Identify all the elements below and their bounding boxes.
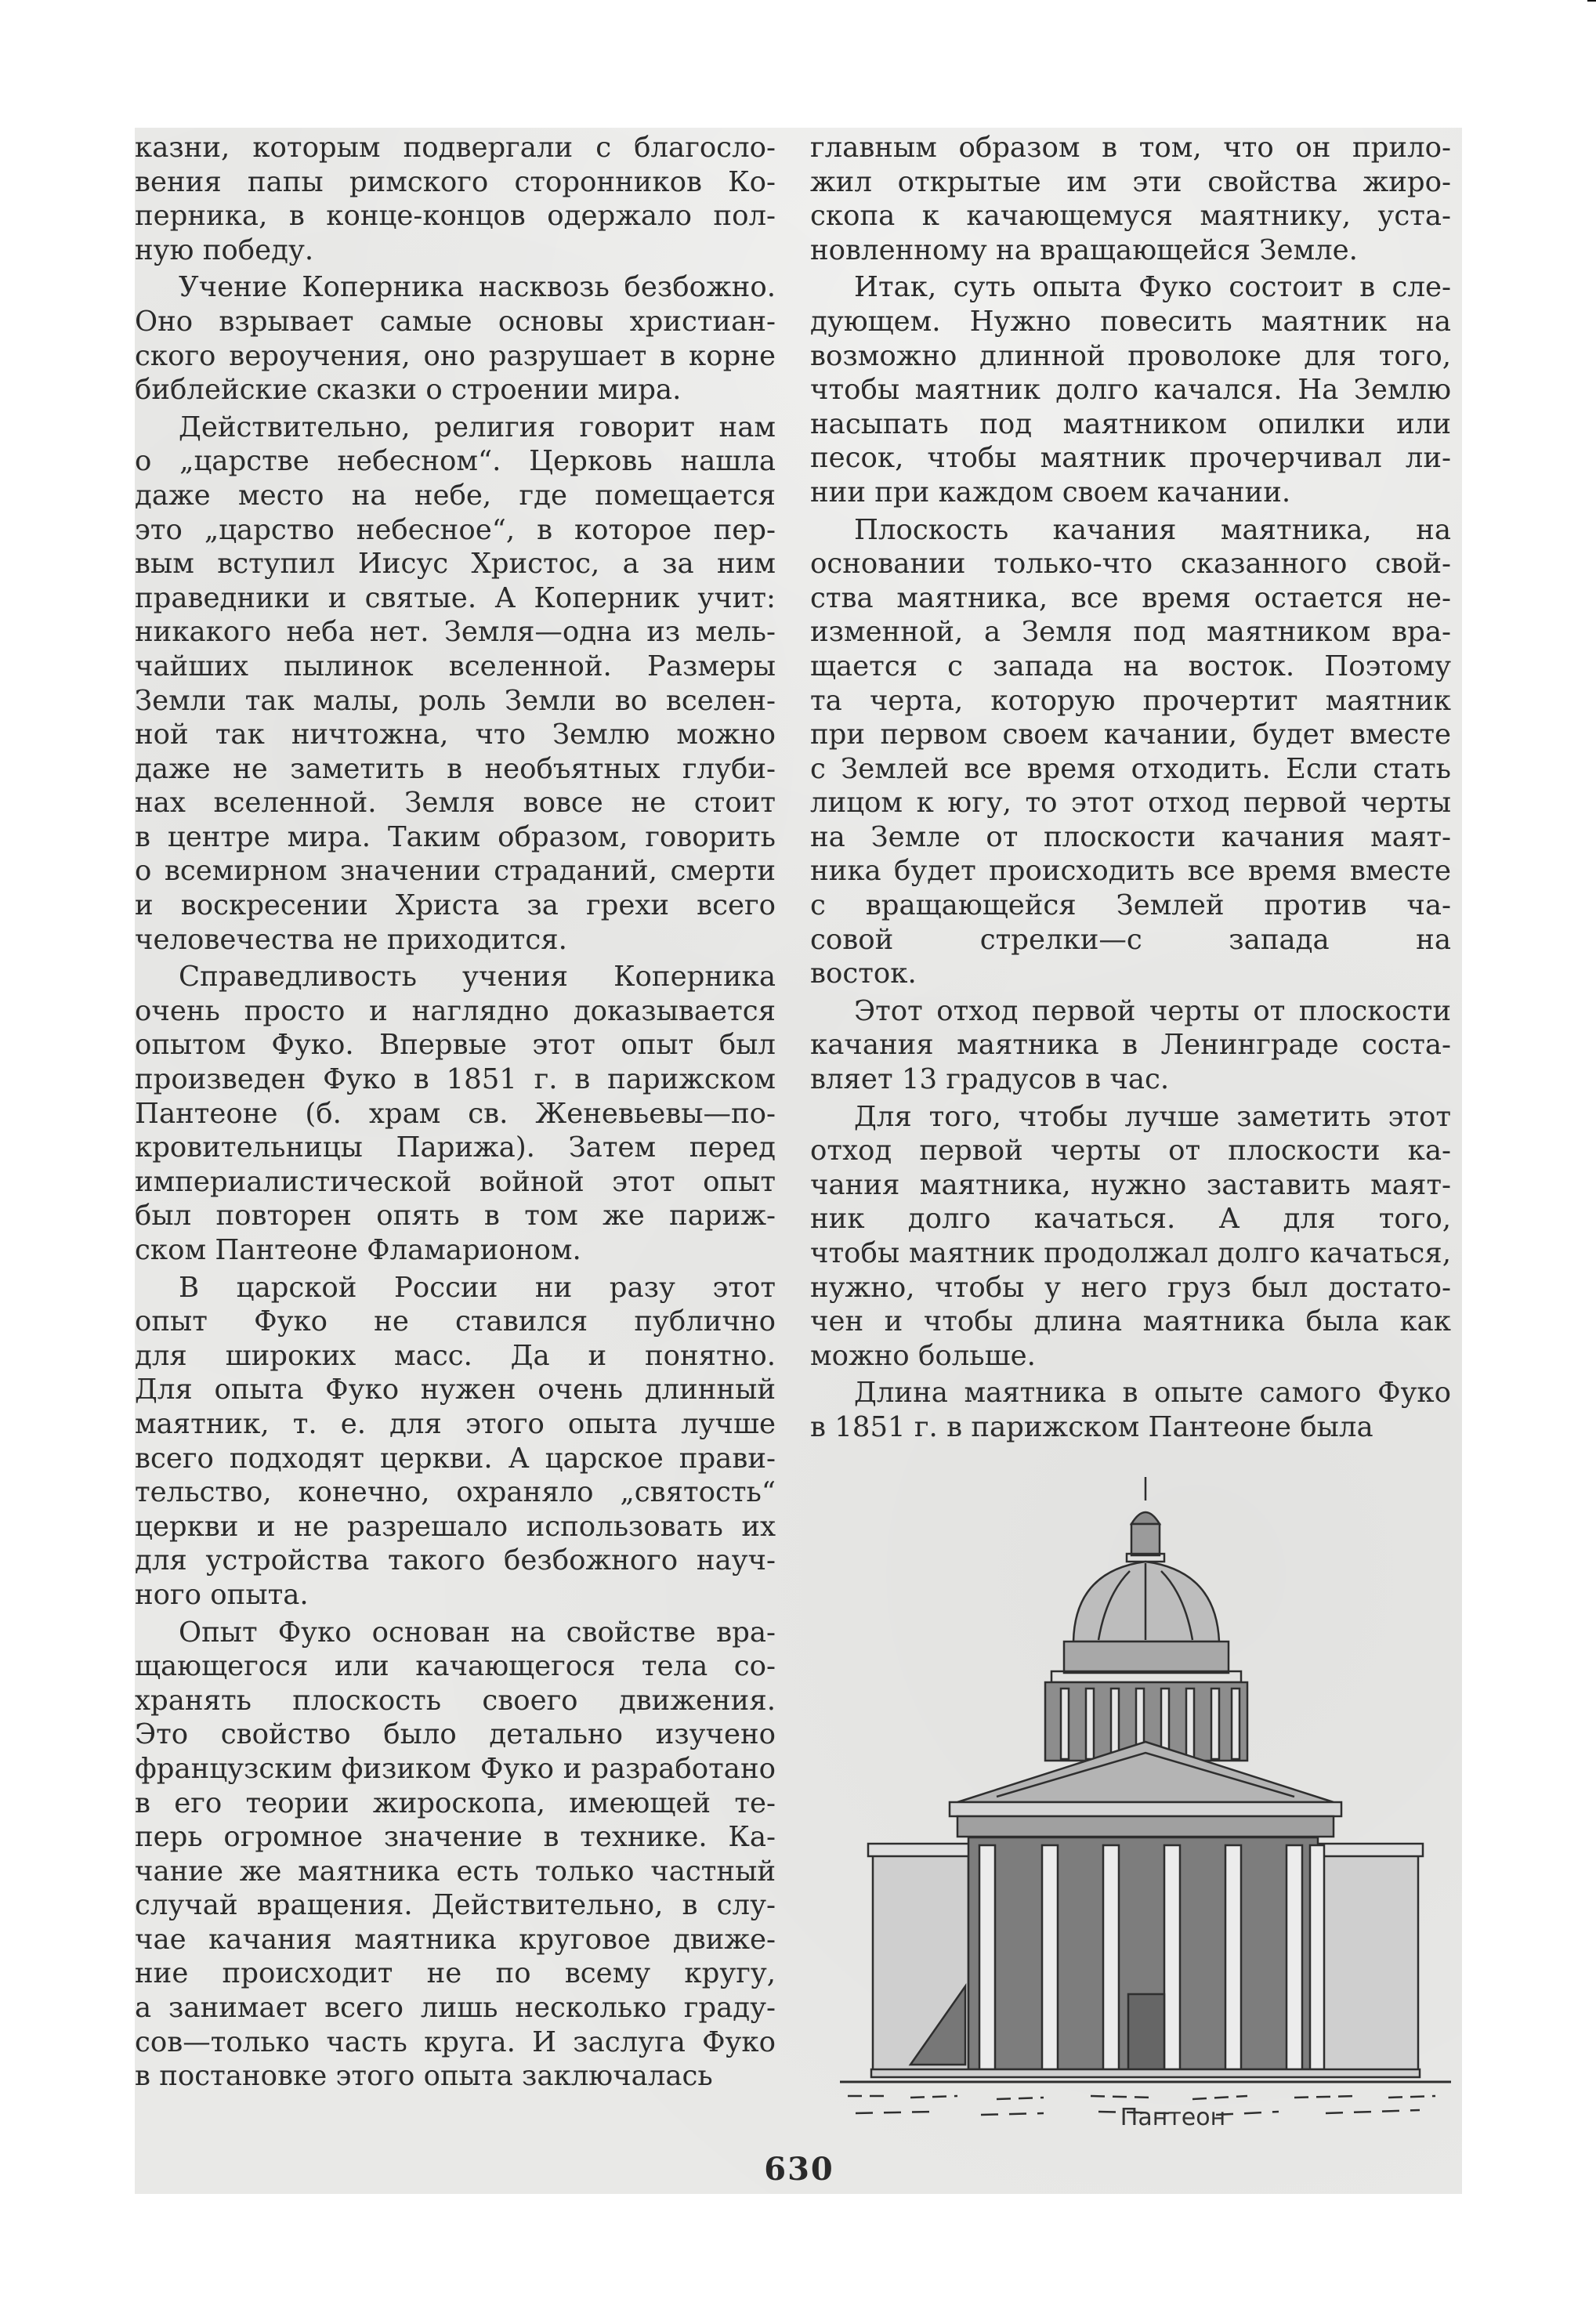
text-line: песок, чтобы маятник прочерчивал ли- bbox=[810, 442, 1451, 475]
scanned-book-page bbox=[135, 128, 1462, 2194]
text-line: вым вступил Иисус Христос, а за ним bbox=[135, 548, 776, 581]
paragraph bbox=[135, 411, 776, 957]
text-line: с Землей все время отходить. Если стать bbox=[810, 752, 1451, 785]
text-line: восток. bbox=[810, 957, 917, 990]
text-line: Оно взрывает самые основы христиан- bbox=[135, 305, 776, 338]
text-line: ства маятника, все время остается не- bbox=[810, 581, 1451, 614]
text-line: можно больше. bbox=[810, 1339, 1036, 1372]
text-line: вения папы римского сторонников Ко- bbox=[135, 165, 776, 198]
text-line: Для опыта Фуко нужен очень длинный bbox=[135, 1374, 776, 1406]
text-line: опыт Фуко не ставился публично bbox=[135, 1305, 776, 1338]
text-line: был повторен опять в том же париж- bbox=[135, 1200, 776, 1233]
text-line: Пантеоне (б. храм св. Женевьевы—по- bbox=[135, 1097, 776, 1130]
text-line: нах вселенной. Земля вовсе не стоит bbox=[135, 787, 776, 820]
text-line: Учение Коперника насквозь безбожно. bbox=[179, 271, 776, 304]
text-line: чание же маятника есть только частный bbox=[135, 1855, 776, 1888]
text-line: жил открытые им эти свойства жиро- bbox=[810, 165, 1451, 198]
text-line: о „царстве небесном“. Церковь нашла bbox=[135, 445, 776, 478]
text-line: В царской России ни разу этот bbox=[179, 1271, 776, 1304]
text-line: Земли так малы, роль Земли во вселен- bbox=[135, 684, 776, 717]
text-line: французским физиком Фуко и разработано bbox=[135, 1752, 776, 1785]
scan-corner-mark bbox=[1587, 0, 1596, 2]
text-line: в постановке этого опыта заключалась bbox=[135, 2060, 713, 2093]
text-line: человечества не приходится. bbox=[135, 923, 567, 956]
pantheon-building-icon bbox=[840, 1446, 1451, 2119]
text-line: на Земле от плоскости качания маят- bbox=[810, 820, 1451, 853]
text-line: вляет 13 градусов в час. bbox=[810, 1063, 1170, 1096]
paragraph bbox=[810, 270, 1451, 509]
text-line: изменной, а Земля под маятником вра- bbox=[810, 616, 1451, 649]
text-line: о всемирном значении страданий, смерти bbox=[135, 855, 776, 888]
text-line: основании только-что сказанного свой- bbox=[810, 548, 1451, 581]
text-line: Для того, чтобы лучше заметить этот bbox=[854, 1100, 1451, 1133]
paragraph bbox=[810, 994, 1451, 1097]
text-line: перь огромное значение в технике. Ка- bbox=[135, 1821, 776, 1854]
text-line: качания маятника в Ленинграде соста- bbox=[810, 1029, 1451, 1062]
text-line: Этот отход первой черты от плоскости bbox=[854, 994, 1451, 1027]
pantheon-illustration bbox=[840, 1446, 1451, 2119]
paragraph bbox=[135, 131, 776, 267]
text-line: маятник, т. е. для этого опыта лучше bbox=[135, 1407, 776, 1440]
text-line: Плоскость качания маятника, на bbox=[854, 513, 1451, 546]
text-line: чтобы маятник долго качался. На Землю bbox=[810, 374, 1451, 407]
text-line: чания маятника, нужно заставить маят- bbox=[810, 1168, 1451, 1201]
text-line: нии при каждом своем качании. bbox=[810, 476, 1291, 509]
text-line: Итак, суть опыта Фуко состоит в сле- bbox=[854, 271, 1451, 304]
text-line: при первом своем качании, будет вместе bbox=[810, 719, 1451, 751]
text-line: ного опыта. bbox=[135, 1578, 309, 1611]
text-line: а занимает всего лишь несколько граду- bbox=[135, 1992, 776, 2025]
text-line: для широких масс. Да и понятно. bbox=[135, 1339, 776, 1372]
text-line: Справедливость учения Коперника bbox=[179, 961, 776, 994]
text-line: ника будет происходить все время вместе bbox=[810, 855, 1451, 888]
text-line: нужно, чтобы у него груз был достато- bbox=[810, 1271, 1451, 1304]
text-line: никакого неба нет. Земля—одна из мель- bbox=[135, 616, 776, 649]
text-line: библейские сказки о строении мира. bbox=[135, 374, 682, 407]
text-line: Длина маятника в опыте самого Фуко bbox=[854, 1377, 1451, 1410]
text-line: для устройства такого безбожного науч- bbox=[135, 1544, 776, 1577]
text-line: ском Пантеоне Фламарионом. bbox=[135, 1234, 581, 1266]
text-line: чен и чтобы длина маятника была как bbox=[810, 1305, 1451, 1338]
text-line: лицом к югу, то этот отход первой черты bbox=[810, 787, 1451, 820]
text-line: случай вращения. Действительно, в слу- bbox=[135, 1889, 776, 1922]
text-line: дующем. Нужно повесить маятник на bbox=[810, 305, 1451, 338]
page-number: 630 bbox=[764, 2151, 834, 2188]
paragraph bbox=[135, 1271, 776, 1613]
text-line: Действительно, религия говорит нам bbox=[179, 411, 776, 443]
text-line: чайших пылинок вселенной. Размеры bbox=[135, 650, 776, 682]
paragraph bbox=[810, 513, 1451, 991]
text-line: Опыт Фуко основан на свойстве вра- bbox=[179, 1616, 776, 1649]
text-line: всего подходят церкви. А царское прави- bbox=[135, 1442, 776, 1475]
text-line: та черта, которую прочертит маятник bbox=[810, 684, 1451, 717]
text-line: в его теории жироскопа, имеющей те- bbox=[135, 1786, 776, 1819]
left-text-column bbox=[135, 131, 776, 2097]
text-line: империалистической войной этот опыт bbox=[135, 1165, 776, 1198]
text-line: в 1851 г. в парижском Пантеоне была bbox=[810, 1410, 1373, 1443]
text-line: щающегося или качающегося тела со- bbox=[135, 1650, 776, 1683]
text-line: скопа к качающемуся маятнику, уста- bbox=[810, 200, 1451, 233]
text-line: щается с запада на восток. Поэтому bbox=[810, 650, 1451, 682]
text-line: даже не заметить в необъятных глуби- bbox=[135, 752, 776, 785]
text-line: главным образом в том, что он прило- bbox=[810, 132, 1451, 164]
text-line: сов—только часть круга. И заслуга Фуко bbox=[135, 2025, 776, 2058]
text-line: ную победу. bbox=[135, 233, 314, 266]
paragraph bbox=[810, 1376, 1451, 1444]
text-line: в центре мира. Таким образом, говорить bbox=[135, 820, 776, 853]
text-line: очень просто и наглядно доказывается bbox=[135, 994, 776, 1027]
text-line: ского вероучения, оно разрушает в корне bbox=[135, 339, 776, 372]
text-line: ние происходит не по всему кругу, bbox=[135, 1957, 776, 1990]
text-line: совой стрелки—с запада на bbox=[810, 923, 1451, 956]
text-line: и воскресении Христа за грехи всего bbox=[135, 889, 776, 922]
text-line: чае качания маятника круговое движе- bbox=[135, 1923, 776, 1956]
text-line: ник долго качаться. А для того, bbox=[810, 1203, 1451, 1236]
text-line: ной так ничтожна, что Землю можно bbox=[135, 719, 776, 751]
text-line: насыпать под маятником опилки или bbox=[810, 407, 1451, 440]
text-line: возможно длинной проволоке для того, bbox=[810, 339, 1451, 372]
text-line: хранять плоскость своего движения. bbox=[135, 1684, 776, 1717]
text-line: отход первой черты от плоскости ка- bbox=[810, 1135, 1451, 1167]
text-line: опытом Фуко. Впервые этот опыт был bbox=[135, 1029, 776, 1062]
text-line: тельство, конечно, охраняло „святость“ bbox=[135, 1476, 776, 1509]
paragraph bbox=[135, 1616, 776, 2094]
right-text-column bbox=[810, 131, 1451, 1448]
text-line: чтобы маятник продолжал долго качаться, bbox=[810, 1237, 1451, 1269]
paragraph bbox=[135, 270, 776, 407]
paragraph bbox=[810, 1100, 1451, 1374]
text-line: праведники и святые. А Коперник учит: bbox=[135, 581, 776, 614]
text-line: произведен Фуко в 1851 г. в парижском bbox=[135, 1063, 776, 1096]
text-line: Это свойство было детально изучено bbox=[135, 1718, 776, 1751]
text-line: церкви и не разрешало использовать их bbox=[135, 1510, 776, 1543]
paragraph bbox=[135, 960, 776, 1267]
text-line: кровительницы Парижа). Затем перед bbox=[135, 1131, 776, 1164]
text-line: казни, которым подвергали с благосло- bbox=[135, 132, 776, 164]
text-line: это „царство небесное“, в которое пер- bbox=[135, 513, 776, 546]
figure-caption: Пантеон bbox=[1120, 2104, 1226, 2131]
paragraph bbox=[810, 131, 1451, 267]
text-line: даже место на небе, где помещается bbox=[135, 479, 776, 512]
text-line: перника, в конце-концов одержало пол- bbox=[135, 200, 776, 233]
text-line: новленному на вращающейся Земле. bbox=[810, 233, 1358, 266]
text-line: с вращающейся Землей против ча- bbox=[810, 889, 1451, 922]
